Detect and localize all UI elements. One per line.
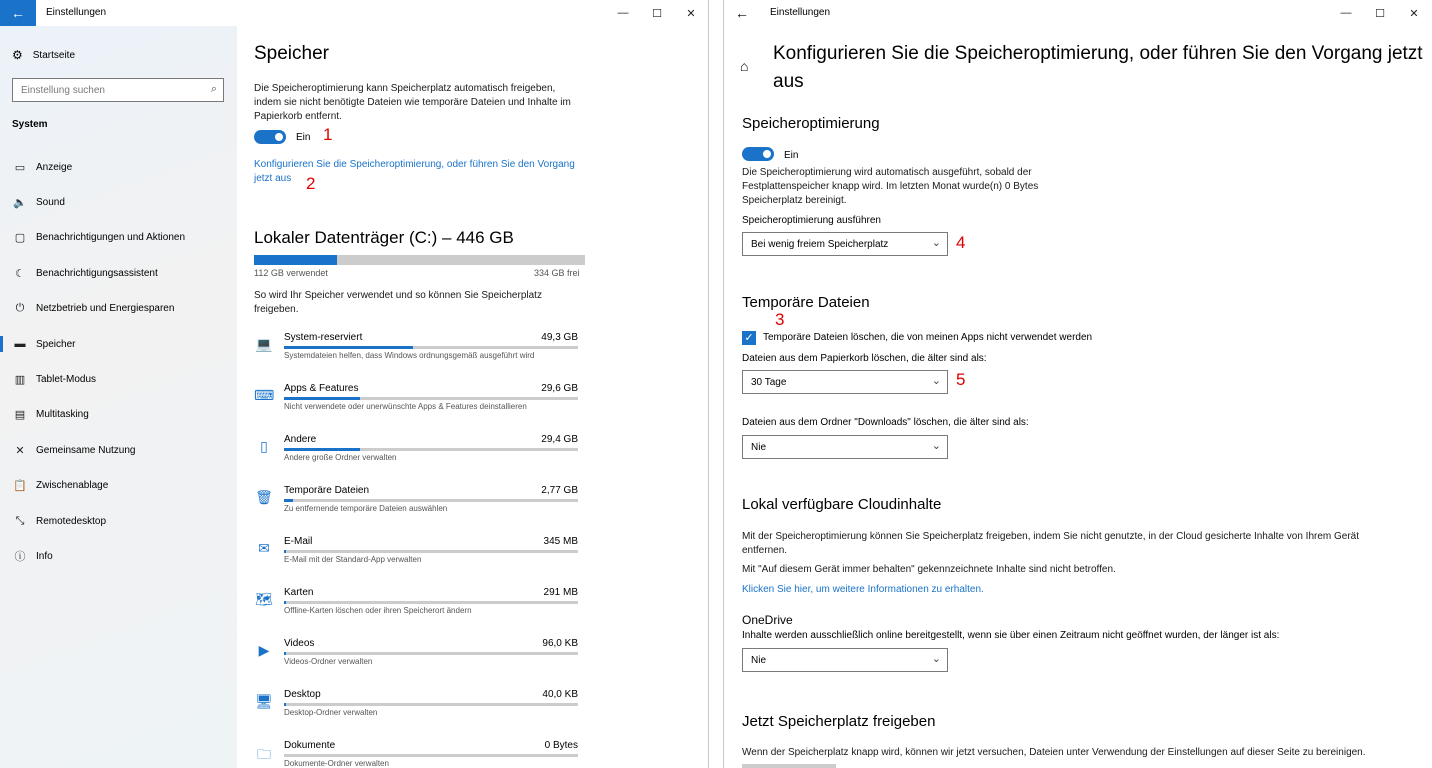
run-frequency-value: Bei wenig freiem Speicherplatz — [751, 239, 889, 250]
sidebar-item-label: Remotedesktop — [36, 515, 107, 527]
sidebar-item-label: Tablet-Modus — [36, 373, 97, 385]
run-frequency-dropdown[interactable] — [742, 232, 948, 256]
keyboard-icon: ⌨ — [254, 387, 275, 403]
onedrive-value: Nie — [751, 655, 767, 666]
annotation-3: 3 — [775, 310, 785, 329]
close-button[interactable]: ✕ — [686, 7, 696, 20]
chevron-down-icon: ⌄ — [931, 237, 941, 249]
close-button-2[interactable]: ✕ — [1409, 7, 1419, 20]
sidebar-home[interactable] — [12, 48, 75, 62]
maximize-button[interactable]: ☐ — [652, 7, 662, 20]
folder-open-icon: ▯ — [260, 438, 268, 454]
usage-text: So wird Ihr Speicher verwendet und so können Sie Speicherplatz freigeben. — [254, 290, 542, 315]
drive-title: Lokaler Datenträger (C:) – 446 GB — [254, 228, 514, 247]
window-title-2: Einstellungen — [770, 7, 831, 18]
category-desc: Desktop-Ordner verwalten — [284, 708, 378, 717]
sidebar-item-label: Anzeige — [36, 161, 73, 173]
clipboard-icon: 📋 — [13, 480, 27, 493]
configure-link-line1[interactable]: Konfigurieren Sie die Speicheroptimierung, oder führen Sie den Vorgang — [254, 159, 575, 170]
sidebar-item-sound[interactable] — [0, 187, 237, 217]
temp-files-checkbox[interactable]: ✓ — [742, 331, 756, 345]
category-size: 345 MB — [543, 536, 578, 547]
desktop-icon: 🖥 — [255, 693, 273, 709]
temp-files-checkbox-label: Temporäre Dateien löschen, die von meinen Apps nicht verwendet werden — [763, 332, 1093, 343]
intro-text: Die Speicheroptimierung kann Speicherplatz automatisch freigeben, indem sie nicht benötigte Dateien wie temporäre Dateien und Inhalte im Papierkorb entfernt. — [254, 83, 571, 122]
category-desc: Systemdateien helfen, dass Windows ordnungsgemäß ausgeführt wird — [284, 351, 535, 360]
category-name: Apps & Features — [284, 383, 359, 394]
sidebar-item-info[interactable] — [0, 541, 237, 571]
page-title: Speicher — [254, 43, 329, 64]
category-name: Videos — [284, 638, 315, 649]
documents-icon: 🗀 — [257, 746, 271, 762]
category-name: Andere — [284, 434, 317, 445]
sidebar-item-gemeinsame-nutzung[interactable] — [0, 435, 237, 465]
drive-usage-fill — [254, 255, 337, 265]
info-icon: ⓘ — [14, 551, 26, 564]
category-desc: Offline-Karten löschen oder ihren Speicherort ändern — [284, 606, 472, 615]
category-name: System-reserviert — [284, 332, 363, 343]
category-bar — [284, 499, 578, 502]
category-name: Dokumente — [284, 740, 336, 751]
storage-category-row[interactable] — [254, 638, 578, 689]
category-desc: Andere große Ordner verwalten — [284, 453, 397, 462]
back-arrow-icon[interactable]: ← — [0, 0, 36, 26]
title-bar-2 — [724, 0, 1432, 26]
mail-icon: ✉ — [258, 540, 270, 556]
category-size: 49,3 GB — [541, 332, 578, 343]
category-bar — [284, 703, 578, 706]
category-desc: Nicht verwendete oder unerwünschte Apps & Features deinstallieren — [284, 402, 527, 411]
category-bar-fill — [284, 703, 286, 706]
page-heading: Konfigurieren Sie die Speicheroptimierung, oder führen Sie den Vorgang jetzt aus — [773, 43, 1423, 92]
clean-now-button[interactable] — [742, 764, 836, 768]
section-cloud-content: Lokal verfügbare Cloudinhalte — [742, 496, 942, 513]
storage-category-row[interactable] — [254, 485, 578, 536]
map-icon: 🗺 — [255, 591, 273, 607]
free-label: 334 GB frei — [534, 268, 580, 278]
notification-icon: ▢ — [14, 232, 26, 245]
sidebar-item-label: Benachrichtigungen und Aktionen — [36, 232, 186, 244]
window-gap — [709, 0, 723, 768]
sidebar-item-label: Multitasking — [36, 409, 89, 421]
home-label: Startseite — [32, 49, 76, 61]
category-size: 0 Bytes — [544, 740, 578, 751]
toggle-label: Ein — [296, 132, 311, 143]
category-bar — [284, 550, 578, 553]
storage-category-row[interactable] — [254, 383, 578, 434]
section-storage-sense: Speicheroptimierung — [742, 115, 880, 132]
chevron-down-icon: ⌄ — [931, 375, 941, 387]
search-input[interactable] — [12, 78, 224, 102]
category-bar — [284, 754, 578, 757]
category-bar-fill — [284, 499, 293, 502]
storage-category-row[interactable] — [254, 332, 578, 383]
chevron-down-icon: ⌄ — [931, 440, 941, 452]
downloads-label: Dateien aus dem Ordner "Downloads" löschen, die älter sind als: — [742, 417, 1029, 428]
title-bar — [0, 0, 708, 26]
category-desc: E-Mail mit der Standard-App verwalten — [284, 555, 422, 564]
search-placeholder: Einstellung suchen — [21, 85, 105, 96]
minimize-button-2[interactable]: — — [1340, 7, 1352, 19]
sound-icon: 🔈 — [13, 196, 27, 209]
category-desc: Videos-Ordner verwalten — [284, 657, 373, 666]
sidebar-item-zwischenablage[interactable] — [0, 471, 237, 501]
remote-icon: ⤡ — [15, 514, 25, 527]
recycle-label: Dateien aus dem Papierkorb löschen, die älter sind als: — [742, 353, 987, 364]
power-icon: ⏻ — [15, 302, 25, 315]
category-name: E-Mail — [284, 536, 313, 547]
recycle-bin-value: 30 Tage — [751, 377, 787, 388]
category-size: 29,6 GB — [541, 383, 578, 394]
category-size: 29,4 GB — [541, 434, 578, 445]
category-name: Temporäre Dateien — [284, 485, 370, 496]
sidebar-item-netzbetrieb-und-energiesparen[interactable] — [0, 294, 237, 324]
sidebar-item-anzeige[interactable] — [0, 152, 237, 182]
downloads-dropdown[interactable] — [742, 435, 948, 459]
trash-icon: 🗑 — [255, 489, 273, 505]
storage-sense-toggle[interactable] — [254, 130, 286, 144]
sidebar-item-label: Info — [36, 550, 53, 562]
used-label: 112 GB verwendet — [254, 268, 328, 278]
section-free-space: Jetzt Speicherplatz freigeben — [742, 713, 936, 730]
annotation-4: 4 — [956, 233, 966, 252]
home-icon[interactable]: ⌂ — [740, 58, 749, 74]
category-name: Karten — [284, 587, 314, 598]
storage-category-row[interactable] — [254, 434, 578, 485]
annotation-2: 2 — [306, 174, 316, 193]
category-bar — [284, 448, 578, 451]
sidebar-item-benachrichtigungsassistent[interactable] — [0, 258, 237, 288]
sidebar-item-multitasking[interactable] — [0, 400, 237, 430]
category-size: 2,77 GB — [541, 485, 578, 496]
category-size: 40,0 KB — [542, 689, 578, 700]
multitask-icon: ▤ — [14, 409, 26, 422]
share-icon: ✕ — [15, 444, 25, 457]
display-icon: ▭ — [14, 161, 26, 174]
back-arrow-icon[interactable]: ← — [735, 5, 749, 21]
category-bar — [284, 346, 578, 349]
cloud-desc: Mit der Speicheroptimierung können Sie Speicherplatz freigeben, indem Sie nicht genutzte, in der Cloud gesicherte Inhalte von Ihrem Gerät entfernen. — [742, 531, 1360, 556]
drive-usage-bar — [254, 255, 585, 265]
recycle-bin-dropdown[interactable] — [742, 370, 948, 394]
sidebar-item-label: Speicher — [36, 338, 76, 350]
search-icon: ⌕ — [210, 83, 217, 95]
category-bar — [284, 601, 578, 604]
onedrive-title: OneDrive — [742, 613, 793, 627]
category-desc: Dokumente-Ordner verwalten — [284, 759, 389, 768]
sidebar-item-label: Sound — [36, 196, 65, 208]
run-label: Speicheroptimierung ausführen — [742, 215, 881, 226]
category-size: 96,0 KB — [542, 638, 578, 649]
storage-category-row[interactable] — [254, 689, 578, 740]
settings-window-storage-sense — [723, 0, 1432, 768]
window-title: Einstellungen — [46, 7, 107, 18]
section-label: System — [12, 119, 48, 130]
sidebar-item-speicher[interactable] — [0, 329, 237, 359]
sidebar-item-label: Zwischenablage — [36, 480, 109, 492]
sidebar-item-label: Gemeinsame Nutzung — [36, 444, 136, 456]
free-space-desc: Wenn der Speicherplatz knapp wird, können wir jetzt versuchen, Dateien unter Verwendung der Einstellungen auf dieser Seite zu bereinigen. — [742, 747, 1366, 758]
onedrive-desc: Inhalte werden ausschließlich online bereitgestellt, wenn sie über einen Zeitraum nicht geöffnet wurden, der länger ist als: — [742, 630, 1280, 641]
category-bar-fill — [284, 448, 360, 451]
category-bar-fill — [284, 397, 360, 400]
moon-icon: ☾ — [15, 267, 25, 280]
storage-category-row[interactable] — [254, 536, 578, 587]
settings-window-storage — [0, 0, 709, 768]
category-bar-fill — [284, 652, 286, 655]
sidebar-item-tablet-modus[interactable] — [0, 364, 237, 394]
sidebar-item-label: Benachrichtigungsassistent — [36, 267, 158, 279]
toggle-label-2: Ein — [784, 150, 799, 161]
tablet-icon: ▥ — [14, 373, 26, 386]
sidebar — [0, 26, 237, 768]
gear-icon: ⚙ — [12, 48, 23, 62]
section-temp-files: Temporäre Dateien — [742, 294, 870, 311]
cloud-note: Mit "Auf diesem Gerät immer behalten" gekennzeichnete Inhalte sind nicht betroffen. — [742, 564, 1116, 575]
onedrive-dropdown[interactable] — [742, 648, 948, 672]
annotation-5: 5 — [956, 370, 966, 389]
storage-sense-toggle-2[interactable] — [742, 147, 774, 161]
laptop-icon: 💻 — [255, 336, 273, 352]
category-bar — [284, 397, 578, 400]
configure-link-line2[interactable]: jetzt aus — [254, 173, 292, 184]
minimize-button[interactable]: — — [617, 7, 629, 19]
storage-icon: ▬ — [14, 338, 26, 350]
category-name: Desktop — [284, 689, 321, 700]
category-bar-fill — [284, 346, 413, 349]
sidebar-item-benachrichtigungen-und-aktionen[interactable] — [0, 223, 237, 253]
category-bar-fill — [284, 601, 286, 604]
category-bar-fill — [284, 550, 286, 553]
downloads-value: Nie — [751, 442, 767, 453]
category-bar — [284, 652, 578, 655]
category-size: 291 MB — [543, 587, 578, 598]
storage-sense-desc: Die Speicheroptimierung wird automatisch ausgeführt, sobald der Festplattenspeicher knapp wird. Im letzten Monat wurde(n) 0 Bytes Speicherplatz bereinigt. — [742, 167, 1039, 206]
sidebar-item-label: Netzbetrieb und Energiesparen — [36, 303, 175, 315]
storage-category-row[interactable] — [254, 587, 578, 638]
storage-category-row[interactable] — [254, 740, 578, 768]
maximize-button-2[interactable]: ☐ — [1375, 7, 1385, 20]
sidebar-item-remotedesktop[interactable] — [0, 506, 237, 536]
chevron-down-icon: ⌄ — [931, 653, 941, 665]
more-info-link[interactable]: Klicken Sie hier, um weitere Informationen zu erhalten. — [742, 584, 984, 595]
annotation-1: 1 — [323, 125, 333, 144]
category-desc: Zu entfernende temporäre Dateien auswählen — [284, 504, 448, 513]
video-icon: ▶ — [258, 642, 270, 658]
